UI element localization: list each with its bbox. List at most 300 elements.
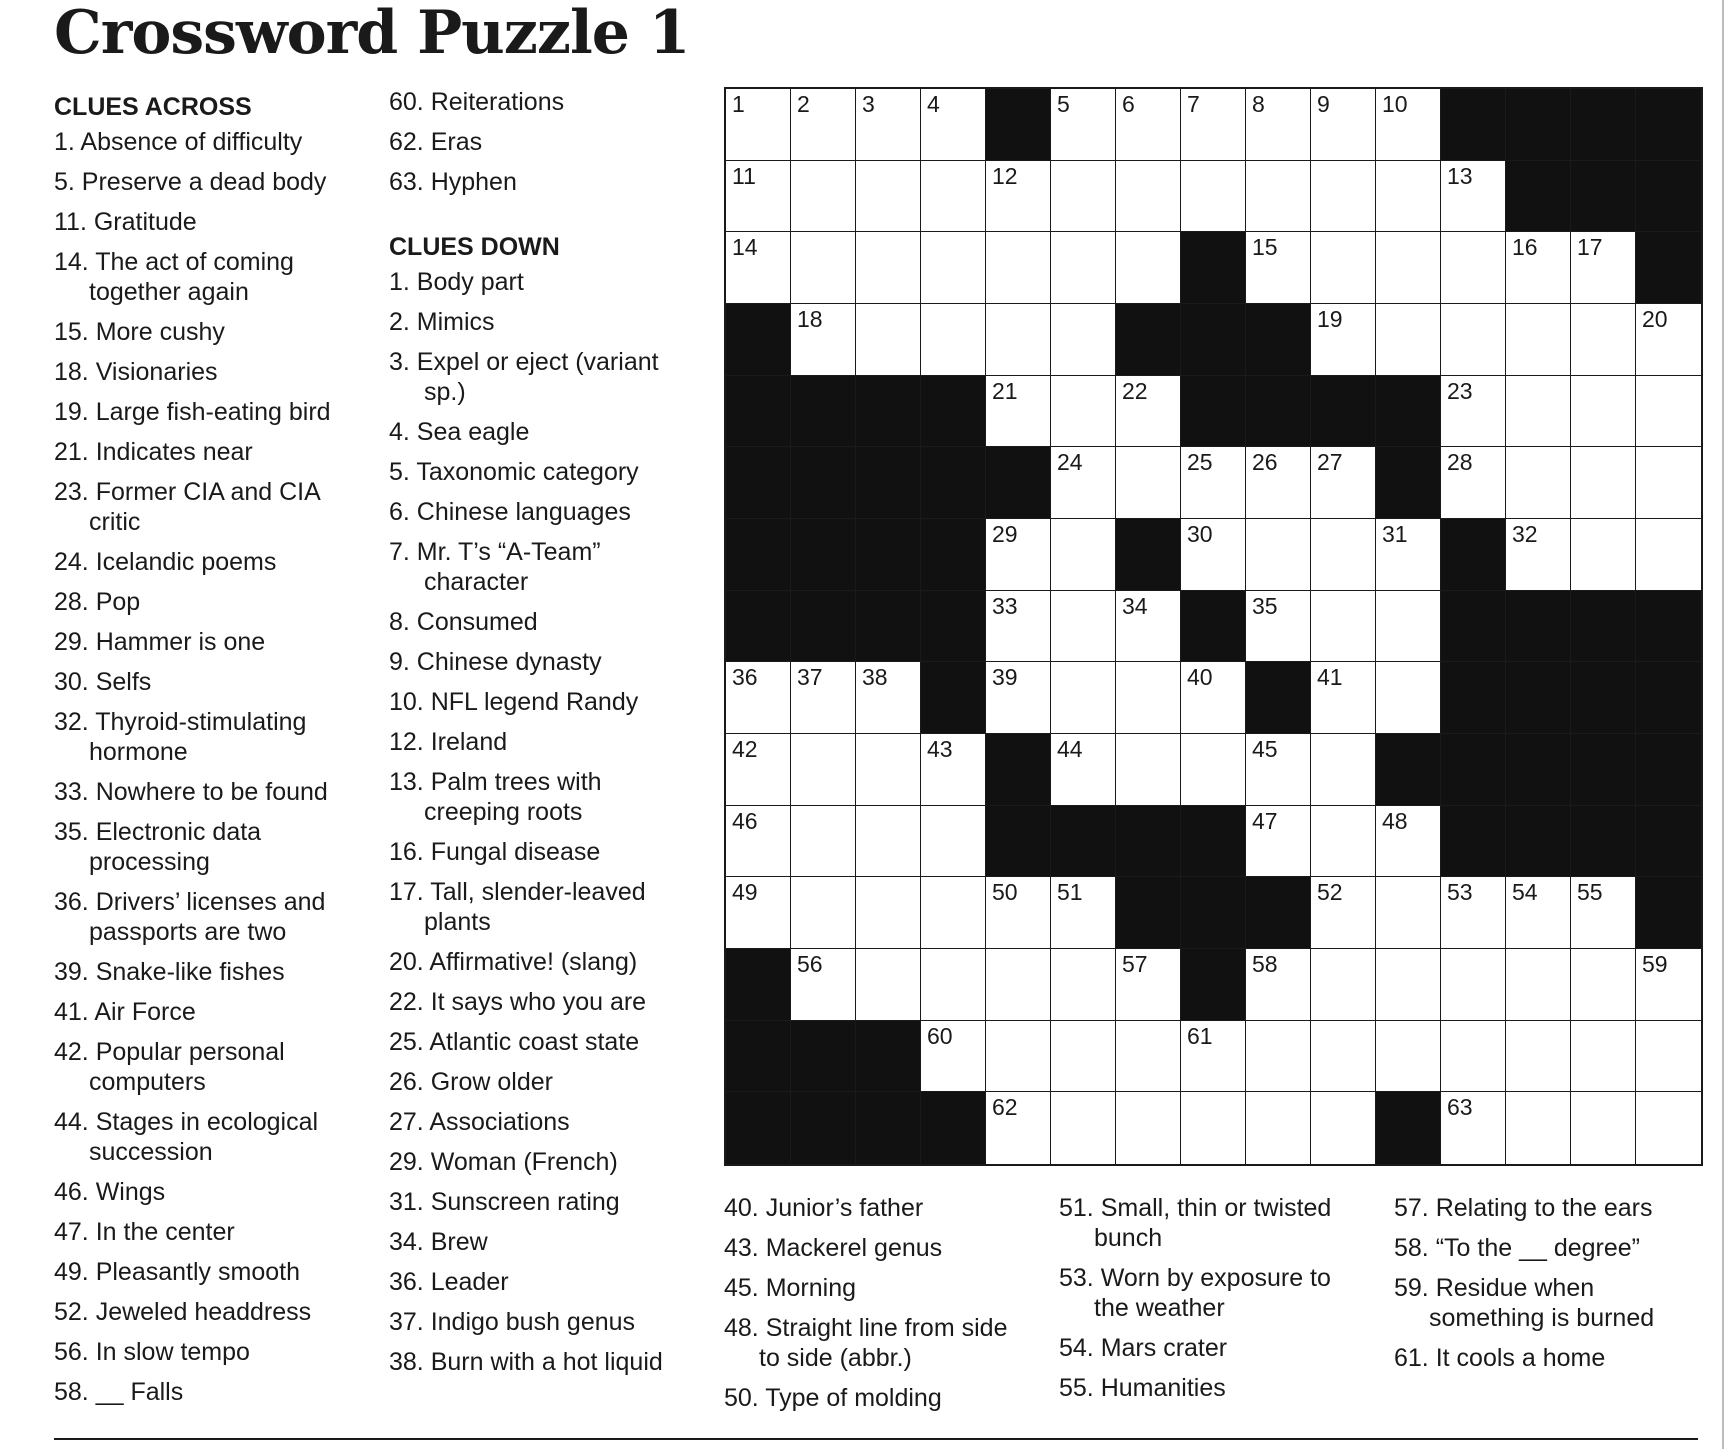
grid-cell-black	[1181, 304, 1246, 376]
grid-cell[interactable]	[1051, 1021, 1116, 1093]
grid-cell[interactable]	[986, 877, 1051, 949]
cell-number: 8	[1252, 91, 1265, 117]
cell-number: 29	[992, 520, 1018, 547]
grid-cell[interactable]	[1506, 949, 1571, 1021]
grid-cell[interactable]	[856, 877, 921, 949]
grid-cell-black	[1636, 161, 1701, 233]
grid-cell[interactable]	[1246, 1092, 1311, 1164]
grid-cell[interactable]	[1246, 734, 1311, 806]
grid-cell[interactable]	[1441, 447, 1506, 519]
grid-cell[interactable]	[1376, 591, 1441, 663]
grid-cell[interactable]	[856, 304, 921, 376]
grid-cell[interactable]	[1116, 161, 1181, 233]
clue-item: 21. Indicates near	[54, 438, 253, 466]
grid-cell-black	[1246, 304, 1311, 376]
grid-cell-black	[921, 1092, 986, 1164]
clue-item: 36. Leader	[389, 1268, 509, 1296]
across-column-1	[54, 87, 354, 1417]
grid-cell[interactable]	[1181, 161, 1246, 233]
grid-cell[interactable]	[791, 304, 856, 376]
grid-cell[interactable]	[986, 591, 1051, 663]
grid-cell-black	[726, 519, 791, 591]
grid-cell[interactable]	[1181, 662, 1246, 734]
grid-cell[interactable]	[1051, 304, 1116, 376]
grid-cell[interactable]	[1311, 519, 1376, 591]
grid-cell-black	[1571, 161, 1636, 233]
grid-cell[interactable]	[1181, 447, 1246, 519]
clue-item: 32. Thyroid-stimulating hormone	[54, 708, 307, 766]
clue-item: 7. Mr. T’s “A-Team” character	[389, 538, 601, 596]
cell-number: 16	[1512, 234, 1538, 261]
grid-cell-black	[856, 376, 921, 448]
grid-cell[interactable]	[1441, 1092, 1506, 1164]
grid-cell[interactable]	[1636, 447, 1701, 519]
grid-cell[interactable]	[986, 519, 1051, 591]
cell-number: 63	[1447, 1094, 1473, 1121]
grid-cell[interactable]	[1051, 232, 1116, 304]
grid-cell[interactable]	[1246, 89, 1311, 161]
grid-cell-black	[1506, 161, 1571, 233]
grid-cell[interactable]	[856, 949, 921, 1021]
grid-cell[interactable]	[1311, 591, 1376, 663]
grid-cell[interactable]	[1311, 877, 1376, 949]
grid-cell[interactable]	[1376, 232, 1441, 304]
clue-item: 20. Affirmative! (slang)	[389, 948, 638, 976]
across-down-column-2	[389, 87, 689, 1387]
grid-cell-black	[791, 376, 856, 448]
cell-number: 32	[1512, 520, 1538, 547]
cell-number: 37	[797, 664, 823, 691]
clue-item: 60. Reiterations	[389, 88, 565, 116]
grid-cell[interactable]	[921, 949, 986, 1021]
clue-item: 6. Chinese languages	[389, 498, 631, 526]
grid-cell[interactable]	[726, 89, 791, 161]
grid-cell[interactable]	[1246, 949, 1311, 1021]
grid-cell-black	[921, 519, 986, 591]
grid-cell-black	[1636, 806, 1701, 878]
grid-cell[interactable]	[1181, 1092, 1246, 1164]
grid-cell-black	[1571, 591, 1636, 663]
grid-cell[interactable]	[1506, 519, 1571, 591]
clue-item: 1. Absence of difficulty	[54, 128, 303, 156]
cell-number: 28	[1447, 449, 1473, 476]
grid-cell-black	[1376, 447, 1441, 519]
clue-item: 24. Icelandic poems	[54, 548, 277, 576]
grid-cell[interactable]	[1571, 877, 1636, 949]
cell-number: 10	[1382, 91, 1408, 117]
grid-cell[interactable]	[1636, 304, 1701, 376]
grid-cell-black	[1181, 232, 1246, 304]
grid-cell-black	[1571, 662, 1636, 734]
grid-cell-black	[726, 1021, 791, 1093]
grid-cell[interactable]	[1116, 447, 1181, 519]
down-clue-list-bottom-2	[1059, 1193, 1359, 1403]
grid-cell[interactable]	[1441, 232, 1506, 304]
clue-item: 19. Large fish-eating bird	[54, 398, 331, 426]
grid-cell[interactable]	[1116, 376, 1181, 448]
grid-cell[interactable]	[791, 949, 856, 1021]
grid-cell[interactable]	[726, 161, 791, 233]
grid-cell[interactable]	[856, 662, 921, 734]
grid-cell[interactable]	[1376, 161, 1441, 233]
clue-item: 1. Body part	[389, 268, 524, 296]
grid-cell[interactable]	[986, 304, 1051, 376]
clue-item: 47. In the center	[54, 1218, 235, 1246]
grid-cell[interactable]	[1051, 89, 1116, 161]
cell-number: 19	[1317, 305, 1343, 332]
clue-item: 10. NFL legend Randy	[389, 688, 639, 716]
grid-cell[interactable]	[1311, 447, 1376, 519]
grid-cell[interactable]	[1246, 806, 1311, 878]
grid-cell-black	[791, 1092, 856, 1164]
grid-cell[interactable]	[856, 806, 921, 878]
grid-cell[interactable]	[1311, 1021, 1376, 1093]
grid-cell[interactable]	[791, 734, 856, 806]
cell-number: 53	[1447, 879, 1473, 906]
down-bottom-column-2	[1059, 1193, 1359, 1413]
grid-cell[interactable]	[921, 877, 986, 949]
grid-cell-black	[1571, 806, 1636, 878]
grid-cell[interactable]	[1441, 304, 1506, 376]
clue-item: 4. Sea eagle	[389, 418, 530, 446]
cell-number: 39	[992, 664, 1018, 691]
grid-cell-black	[856, 591, 921, 663]
grid-cell[interactable]	[1311, 161, 1376, 233]
clue-item: 2. Mimics	[389, 308, 495, 336]
grid-cell[interactable]	[726, 734, 791, 806]
clue-item: 39. Snake-like fishes	[54, 958, 285, 986]
grid-cell[interactable]	[1181, 89, 1246, 161]
grid-cell[interactable]	[1441, 1021, 1506, 1093]
grid-cell[interactable]	[856, 232, 921, 304]
grid-cell[interactable]	[1311, 734, 1376, 806]
cell-number: 34	[1122, 592, 1148, 619]
clue-item: 33. Nowhere to be found	[54, 778, 328, 806]
grid-cell[interactable]	[1051, 949, 1116, 1021]
grid-cell[interactable]	[986, 161, 1051, 233]
grid-cell[interactable]	[856, 89, 921, 161]
grid-cell[interactable]	[1636, 519, 1701, 591]
grid-cell[interactable]	[1311, 304, 1376, 376]
grid-cell[interactable]	[1571, 1021, 1636, 1093]
clue-item: 42. Popular personal computers	[54, 1038, 285, 1096]
cell-number: 57	[1122, 950, 1148, 977]
grid-cell-black	[726, 447, 791, 519]
grid-cell-black	[1506, 662, 1571, 734]
grid-cell[interactable]	[986, 949, 1051, 1021]
grid-cell-black	[726, 949, 791, 1021]
clue-item: 59. Residue when something is burned	[1394, 1274, 1655, 1332]
grid-cell-black	[1441, 734, 1506, 806]
grid-cell[interactable]	[1116, 591, 1181, 663]
clue-item: 35. Electronic data processing	[54, 818, 262, 876]
cell-number: 51	[1057, 879, 1083, 906]
grid-cell[interactable]	[1116, 1092, 1181, 1164]
grid-cell-black	[1636, 591, 1701, 663]
grid-cell-black	[1181, 877, 1246, 949]
grid-cell[interactable]	[921, 1021, 986, 1093]
grid-cell[interactable]	[1636, 1092, 1701, 1164]
cell-number: 1	[732, 91, 745, 117]
grid-cell[interactable]	[1051, 734, 1116, 806]
clue-item: 37. Indigo bush genus	[389, 1308, 636, 1336]
cell-number: 42	[732, 735, 758, 762]
grid-cell[interactable]	[1311, 949, 1376, 1021]
grid-cell[interactable]	[1051, 877, 1116, 949]
grid-cell-black	[1181, 376, 1246, 448]
grid-cell[interactable]	[1311, 89, 1376, 161]
grid-cell[interactable]	[791, 662, 856, 734]
grid-cell[interactable]	[791, 89, 856, 161]
cell-number: 4	[927, 91, 940, 117]
grid-cell[interactable]	[1311, 662, 1376, 734]
clue-item: 58. __ Falls	[54, 1378, 184, 1406]
grid-cell-black	[726, 304, 791, 376]
cell-number: 26	[1252, 449, 1278, 476]
grid-cell[interactable]	[726, 662, 791, 734]
grid-cell[interactable]	[1116, 1021, 1181, 1093]
cell-number: 55	[1577, 879, 1603, 906]
grid-cell[interactable]	[1376, 949, 1441, 1021]
grid-cell-black	[1376, 734, 1441, 806]
grid-cell[interactable]	[856, 734, 921, 806]
grid-cell-black	[726, 1092, 791, 1164]
grid-cell[interactable]	[1181, 1021, 1246, 1093]
grid-cell-black	[1181, 806, 1246, 878]
cell-number: 5	[1057, 91, 1070, 117]
clue-item: 29. Woman (French)	[389, 1148, 618, 1176]
grid-cell-black	[791, 519, 856, 591]
grid-cell-black	[1246, 662, 1311, 734]
grid-cell[interactable]	[1051, 662, 1116, 734]
cell-number: 59	[1642, 950, 1668, 977]
cell-number: 27	[1317, 449, 1343, 476]
grid-cell-black	[1506, 89, 1571, 161]
cell-number: 17	[1577, 234, 1603, 261]
grid-cell[interactable]	[921, 734, 986, 806]
grid-cell[interactable]	[1376, 806, 1441, 878]
cell-number: 2	[797, 91, 810, 117]
grid-cell[interactable]	[791, 232, 856, 304]
grid-cell[interactable]	[1441, 376, 1506, 448]
grid-cell[interactable]	[1506, 376, 1571, 448]
clue-item: 23. Former CIA and CIA critic	[54, 478, 320, 536]
cell-number: 50	[992, 879, 1018, 906]
grid-cell[interactable]	[1571, 304, 1636, 376]
grid-cell-black	[1246, 877, 1311, 949]
clue-item: 22. It says who you are	[389, 988, 647, 1016]
grid-cell-black	[1116, 304, 1181, 376]
down-heading: CLUES DOWN	[389, 233, 560, 261]
grid-cell[interactable]	[1441, 877, 1506, 949]
cell-number: 44	[1057, 735, 1083, 762]
cell-number: 3	[862, 91, 875, 117]
grid-cell-black	[791, 1021, 856, 1093]
clue-item: 57. Relating to the ears	[1394, 1194, 1653, 1222]
grid-cell[interactable]	[1246, 447, 1311, 519]
grid-cell[interactable]	[1441, 161, 1506, 233]
clue-item: 40. Junior’s father	[724, 1194, 924, 1222]
grid-cell-black	[1441, 591, 1506, 663]
grid-cell[interactable]	[986, 662, 1051, 734]
grid-cell[interactable]	[1246, 591, 1311, 663]
grid-cell[interactable]	[1311, 232, 1376, 304]
cell-number: 33	[992, 592, 1018, 619]
cell-number: 38	[862, 664, 888, 691]
cell-number: 36	[732, 664, 758, 691]
clue-item: 30. Selfs	[54, 668, 152, 696]
grid-cell-black	[921, 662, 986, 734]
cell-number: 58	[1252, 950, 1278, 977]
grid-cell-black	[791, 591, 856, 663]
grid-cell[interactable]	[1376, 89, 1441, 161]
grid-cell[interactable]	[1376, 1021, 1441, 1093]
grid-cell[interactable]	[1376, 519, 1441, 591]
cell-number: 54	[1512, 879, 1538, 906]
grid-cell-black	[1116, 877, 1181, 949]
grid-cell[interactable]	[921, 161, 986, 233]
grid-cell-black	[726, 591, 791, 663]
grid-cell[interactable]	[1506, 447, 1571, 519]
grid-cell-black	[986, 447, 1051, 519]
grid-cell[interactable]	[791, 877, 856, 949]
cell-number: 47	[1252, 807, 1278, 834]
grid-cell[interactable]	[986, 1021, 1051, 1093]
grid-cell-black	[1051, 806, 1116, 878]
grid-cell[interactable]	[1116, 949, 1181, 1021]
grid-cell-black	[726, 376, 791, 448]
clue-item: 11. Gratitude	[54, 208, 197, 236]
grid-cell[interactable]	[1571, 232, 1636, 304]
grid-cell-black	[1636, 734, 1701, 806]
grid-cell[interactable]	[1571, 447, 1636, 519]
grid-cell[interactable]	[1506, 1021, 1571, 1093]
clue-item: 49. Pleasantly smooth	[54, 1258, 300, 1286]
clue-item: 12. Ireland	[389, 728, 508, 756]
grid-cell[interactable]	[791, 161, 856, 233]
grid-cell-black	[986, 89, 1051, 161]
grid-cell-black	[1636, 232, 1701, 304]
grid-cell-black	[1376, 1092, 1441, 1164]
grid-cell[interactable]	[1116, 89, 1181, 161]
cell-number: 48	[1382, 807, 1408, 834]
grid-cell[interactable]	[1636, 1021, 1701, 1093]
clue-item: 14. The act of coming together again	[54, 248, 294, 306]
grid-cell[interactable]	[1506, 232, 1571, 304]
grid-cell[interactable]	[1571, 376, 1636, 448]
clue-item: 3. Expel or eject (variant sp.)	[389, 348, 659, 406]
grid-cell[interactable]	[1051, 591, 1116, 663]
grid-cell-black	[856, 447, 921, 519]
grid-cell[interactable]	[791, 806, 856, 878]
grid-cell-black	[1181, 591, 1246, 663]
clue-item: 13. Palm trees with creeping roots	[389, 768, 602, 826]
grid-cell[interactable]	[1181, 734, 1246, 806]
cell-number: 62	[992, 1094, 1018, 1121]
grid-cell[interactable]	[726, 232, 791, 304]
grid-cell[interactable]	[1116, 734, 1181, 806]
grid-cell[interactable]	[1571, 1092, 1636, 1164]
grid-cell[interactable]	[1506, 304, 1571, 376]
grid-cell[interactable]	[986, 376, 1051, 448]
grid-cell[interactable]	[1376, 304, 1441, 376]
grid-cell[interactable]	[1116, 232, 1181, 304]
down-clue-list-bottom-1	[724, 1193, 1024, 1413]
grid-cell[interactable]	[1376, 877, 1441, 949]
grid-cell[interactable]	[1506, 1092, 1571, 1164]
grid-cell[interactable]	[1636, 949, 1701, 1021]
clue-item: 36. Drivers’ licenses and passports are two	[54, 888, 326, 946]
grid-cell[interactable]	[1051, 1092, 1116, 1164]
grid-cell[interactable]	[921, 89, 986, 161]
cell-number: 30	[1187, 520, 1213, 547]
grid-cell[interactable]	[1051, 519, 1116, 591]
grid-cell[interactable]	[921, 806, 986, 878]
cell-number: 56	[797, 950, 823, 977]
grid-cell-black	[1311, 376, 1376, 448]
clue-item: 29. Hammer is one	[54, 628, 266, 656]
clue-item: 38. Burn with a hot liquid	[389, 1348, 663, 1376]
grid-cell[interactable]	[1181, 519, 1246, 591]
clue-item: 45. Morning	[724, 1274, 857, 1302]
grid-cell[interactable]	[1636, 376, 1701, 448]
grid-cell[interactable]	[726, 877, 791, 949]
grid-cell[interactable]	[1571, 519, 1636, 591]
grid-cell[interactable]	[1441, 949, 1506, 1021]
grid-cell[interactable]	[1311, 806, 1376, 878]
grid-cell[interactable]	[986, 1092, 1051, 1164]
grid-cell-black	[1376, 376, 1441, 448]
grid-cell[interactable]	[921, 304, 986, 376]
cell-number: 14	[732, 234, 758, 261]
clue-item: 53. Worn by exposure to the weather	[1059, 1264, 1331, 1322]
cell-number: 7	[1187, 91, 1200, 117]
grid-cell[interactable]	[921, 232, 986, 304]
grid-cell[interactable]	[1051, 161, 1116, 233]
clue-item: 26. Grow older	[389, 1068, 553, 1096]
clue-item: 25. Atlantic coast state	[389, 1028, 640, 1056]
grid-cell[interactable]	[1246, 161, 1311, 233]
grid-cell-black	[856, 1021, 921, 1093]
cell-number: 45	[1252, 735, 1278, 762]
grid-cell[interactable]	[1571, 949, 1636, 1021]
clue-item: 50. Type of molding	[724, 1384, 942, 1412]
grid-cell[interactable]	[1246, 232, 1311, 304]
grid-cell[interactable]	[1311, 1092, 1376, 1164]
grid-cell[interactable]	[986, 232, 1051, 304]
clue-item: 5. Preserve a dead body	[54, 168, 327, 196]
cell-number: 11	[732, 162, 756, 189]
grid-cell[interactable]	[1376, 662, 1441, 734]
clue-item: 17. Tall, slender-leaved plants	[389, 878, 646, 936]
grid-cell-black	[1506, 734, 1571, 806]
grid-cell[interactable]	[1116, 662, 1181, 734]
clue-item: 27. Associations	[389, 1108, 570, 1136]
grid-cell[interactable]	[1246, 1021, 1311, 1093]
bottom-divider	[54, 1438, 1698, 1440]
grid-cell[interactable]	[1051, 447, 1116, 519]
clue-item: 15. More cushy	[54, 318, 225, 346]
crossword-grid	[724, 87, 1703, 1166]
down-clue-list	[389, 267, 689, 1377]
grid-cell[interactable]	[726, 806, 791, 878]
grid-cell[interactable]	[856, 161, 921, 233]
grid-cell[interactable]	[1246, 519, 1311, 591]
grid-cell[interactable]	[1051, 376, 1116, 448]
cell-number: 21	[992, 377, 1018, 404]
grid-cell[interactable]	[1506, 877, 1571, 949]
grid-cell-black	[921, 447, 986, 519]
